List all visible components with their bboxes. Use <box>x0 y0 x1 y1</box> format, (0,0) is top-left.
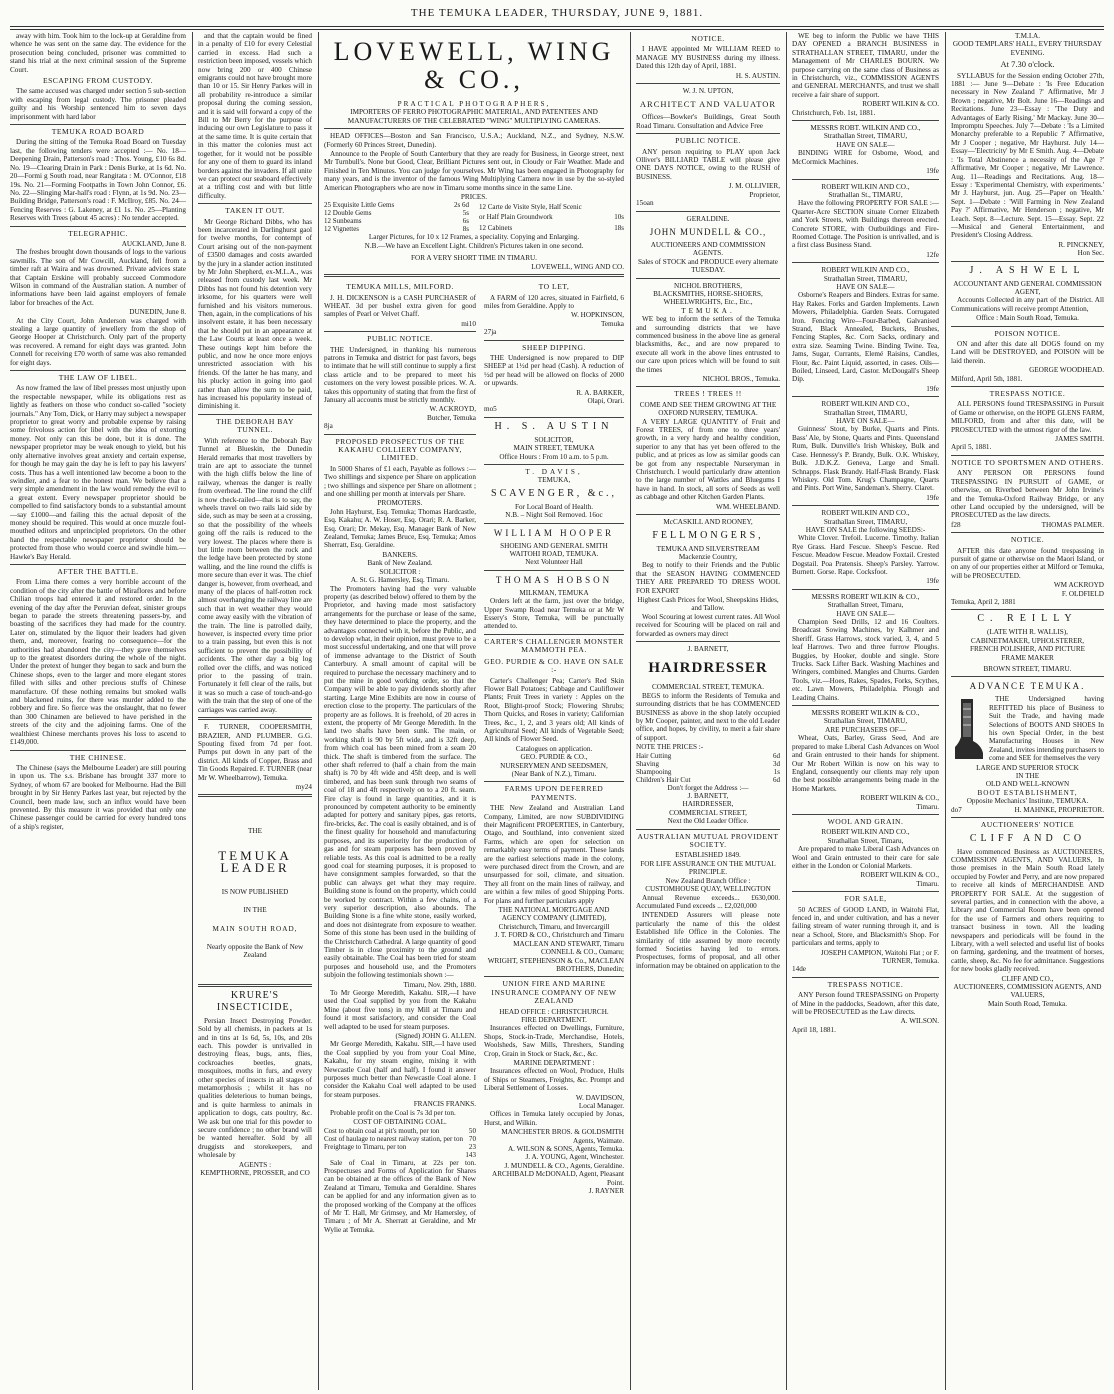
table-cell: 3 <box>472 1142 476 1151</box>
article-text: During the sitting of the Temuka Road Board on Tuesday last, the following tenders were accepted :— No. 18—Deepening Drain, Patterson's road : Thos. Young, £10 6s 8d. No. 19—Clearing Drain in Park : Denis Burke, at 1s 6d. No. 20—Formi g South road, near Rangitata : M. O'Connor, £18 19s. No. 21—Forming Footpaths in Town John Connor, £6. No. 22—Slinging Mar-hall's road : Flynn, at 1s 9d. No. 23—Building Bridge, Patterson's road : F. McIlroy, £85. No. 24—Fencing Reserves : G. Lakeney, at £1 1s. No. 25—Planting Reserves with Trees (about 45 acres) : No tender accepted. <box>10 138 186 223</box>
table-row <box>479 212 624 223</box>
section-heading: THE LAW OF LIBEL. <box>58 373 138 383</box>
section-heading: TAKEN IT OUT. <box>225 206 285 216</box>
list-item: J. A. YOUNG, Agent, Winchester. <box>525 1153 624 1162</box>
price-table <box>324 201 624 233</box>
table-row <box>636 752 780 760</box>
table-cell: 12 Sunbeams <box>324 217 362 226</box>
table-cell: 0 <box>472 1126 476 1135</box>
column-rule <box>318 32 319 1390</box>
article-text: The freshes brought down thousands of logs to the various sawmills. The son of Mr Cowcill, Auckland, fell from a timber raft at Waira and was drowned. Private advices state that Captain Erskine will probably succeed Commodore Wilson in command of the Australian station. A number of informations have been laid against employers of female labor for breaches of the Act. <box>10 248 186 307</box>
list-item: MACLEAN AND STEWART, Timaru <box>513 939 624 948</box>
article-text: The same accused was charged under section 5 sub-section with escaping from legal custody. The prisoner pleaded guilty and his Worship sentenced him to seven days imprisonment with hard labor <box>10 87 186 121</box>
column-rule <box>786 32 787 1390</box>
table-cell: Freightage to Timaru, per ton <box>324 1142 407 1151</box>
advert-text: J. H. DICKENSON is a CASH PURCHASER of WHEAT. 3d per bushel extra given for good samples of Pearl or Velvet Chaff. <box>324 293 476 319</box>
list-item: CONNELL & CO., Oamaru; <box>541 948 624 957</box>
section-heading: TEMUKA ROAD BOARD <box>51 127 145 137</box>
leader-title: TEMUKA LEADER <box>218 847 292 875</box>
table-cell: 12 Double Gems <box>324 209 372 218</box>
table-cell: 3 <box>472 1150 476 1159</box>
table-row <box>324 217 469 225</box>
table-cell: 5 <box>468 1126 473 1135</box>
dateline: AUCKLAND, June 8. <box>121 239 186 248</box>
table-cell: 3d <box>773 759 780 768</box>
dateline: DUNEDIN, June 8. <box>129 308 186 317</box>
table-row <box>636 760 780 768</box>
article-text: With reference to the Deborah Bay Tunnel at Blueskin, the Dunedin Herald remarks that most travellers by train are apt to associate the tunnel with the high cliffs below the line of railway, whereas the danger is really from overhead. The line round the cliff is now check-railed—that is to say, the wheels travel on two rails laid side by side, such as may be seen at a crossing, so that the possibility of the wheels going off the rails is reduced to the very lowest. The places where there is but little room between the rock and the ledge have been protected by stone walling, and the line round the cliffs is more secure than ever it was. The chief danger is, however, from overhead, and many of the places of half-rotten rock almost overhanging the railway line are such that in wet weather they would come away easily with the vibration of the train. The line is patrolled daily, however, is inspected every time prior to a train passing, but even this is not sufficient to prevent the possibility of accidents. The other day a big log rolled over the cliffs, and was noticed prior to the passing of train. Fortunately it fell clear of the rails, but it was so much a case of touch-and-go with the train that the step of one of the carriages was carried away. <box>198 436 312 714</box>
boot-illustration-icon <box>951 697 985 761</box>
table-cell: 6d <box>773 775 780 784</box>
section-heading: ESCAPING FROM CUSTODY. <box>42 76 154 86</box>
article-text: The Chinese (says the Melbourne Leader) are still pouring in upon us. The s.s. Brisbane has brought 337 more to Sydney, of whom 67 are booked for Melbourne. Had the Bill brought in by Sir Henry Parkes last year, but rejected by the Council, been made law, such an influx would have been prevented. By this measure it was provided that only one Chinese passenger could be carried for every hundred tons of a ship's register, <box>10 763 186 831</box>
advert-text: Persian Insect Destroying Powder. Sold by all chemists, in packets at 1s and in tins at 1s 6d, 5s, 10s, and 20s each. This powder is unrivalled in destroying fleas, bugs, ants, flies, cockroaches beetles, gnats, mosquitoes, moths in furs, and every other species of insects in all stages of metamorphosis ; whilst it has no qualities deleterious to human beings, and is quite harmless to animals in application to dogs, cats poultry, &c. We ask but one trial for this powder to secure confidence ; no other brand will be wanted hereafter. Sold by all druggists and storekeepers, and wholesale by <box>198 1016 312 1160</box>
advert-text: I HAVE appointed Mr WILLIAM REED to MANAGE MY BUSINESS during my illness. Dated this 12th day of April, 1881. <box>636 45 780 71</box>
masthead-rule <box>10 26 1104 30</box>
table-row <box>324 1143 476 1151</box>
table-row <box>324 1127 476 1135</box>
table-cell: 10s <box>614 213 624 222</box>
advert-text: Announce to the People of South Canterbury that they are ready for Business, in George street, next Mr Turnbull's. None but Good, Clear, Brilliant Pictures sent out, in Cloudy or Fair Weather. Made and Finished in Ten Minutes. You can judge for yourselves. Mr Wing has been engaged in Photography for many years, and is the inventor of the famous Wing Multiplying Camera now in use by the so-styled American Photographers who are now in Timaru some months since in the same Line. <box>324 150 624 192</box>
article-text: As now framed the law of libel presses most unjustly upon the respectable newspaper, while its obligations rest as lightly as feathers on those who conduct so-called "society journals." Any Tom, Dick, or Harry may subject a newspaper proprietor to great worry and probable expense by raising some frivolous action for libel with the idea of extorting money. Not only can this be done, but it is done. The newspaper proprietor may be weak enough to yield, but his only alternative involves great anxiety and certain expense, for though he may gain the day he is left to pay his lawyers' costs. Thus has a well intentioned law become a boon to the swindler, and a fear to the honest man. We believe that a very simple amendment in the law would remedy the evil to a great extent. Every newspaper proprietor should be compelled to find satisfactory bonds to a substantial amount —say £1000—and failing this the actual deposit of the money should be required. This would at once muzzle foul-mouthed editors and unprincipled proprietors. On the other hand the respectable newspaper proprietor should be protected from those who would coerce and swindle him.—Hawke's Bay Herald. <box>10 384 186 561</box>
column-5: WE beg to inform the Public we have THIS DAY OPENED a BRANCH BUSINESS in STRATHALLAN STREET, TIMARU, under the Management of Mr CHARLES BOURN. We purpose carrying on the same class of Business as in Christchurch, viz., COMMISSION AGENTS and GENERAL MERCHANTS, and trust we shall receive a fair share of support. ROBERT WILKIN & CO. Christchurch, Feb. 1st, 1881. MESSRS ROBT. WILKIN AND CO., Strathallan Street, TIMARU, HAVE ON SALE— BINDING WIRE for Osborne, Wood, and McCormick Machines. 19fe ROBERT WILKIN AND CO., Strathallan St., TIMARU, Have the following PROPERTY FOR SALE :— Quarter-Acre SECTION situate Corner Elizabeth and York Streets, with Buildings thereon erected. Concrete STORE, with Outbuildings and Fire-Roomed Cottage. The Position is unrivalled, and is a first class Business Stand. 12fe ROBERT WILKIN AND CO., Strathallan Street, TIMARU, HAVE ON SALE— Osborne's Reapers and Binders. Extras for same. Hay Rakes. Forks and Garden Implements. Lawn Mowers, Philadelphia. Garden Seats. Corrugated Iron. Fencing Wire—Four-Barbed, Galvanised Strand, Black Annealed, Buckets, Brushes, Fencing Staples, &c. Corn Sacks, ordinary and extra size. Seaming Twine. Binding Twine. Tea, Jams, Sugar, Currants, Elemé Raisins, Candles, Flour, &c. Paint Liquid, assorted, in cases. Oils—Boiled, Linseed, Lard, Castor. McDougall's Sheep Dip. 19fe ROBERT WILKIN AND CO., Strathallan Street, TIMARU, HAVE ON SALE— Guinness' Stout, by Burke, Quarts and Pints. Bass' Ale, by Stone, Quarts and Pints. Queensland Rum, Bulk. Dunville's Irish Whiskey, Bulk and Case. Hennessy's P. Brandy, Bulk. O.K. Whiskey, Bulk. J.D.K.Z. Geneva, Large and Small. Schnapps. Flask Brandy. Half-Flask Brandy. Flask Whiskey. Old Tom. Krug's Champagne, Quarts and Pints. Port Wine, Sandeman's. Sherry. Claret. 19fe ROBERT WILKIN AND CO., Strathallan Street, TIMARU, HAVE ON SALE the following SEEDS:- White Clover. Trefoil. Lucerne. Timothy. Italian Rye Grass. Hard Fescue. Sheep's Fescue. Red Fescue. Meadow Fescue. Meadow Foxtail. Crested Dogstail. Poa Pratensis. Sheep's Parsley. Yarrow. Burnett. Gorse. Rape. Cocksfoot. 19fe MESSRS ROBERT WILKIN & CO., Strathallan Street, Timaru, HAVE ON SALE— Champion Seed Drills, 12 and 16 Coulters. Broadcast Sowing Machines, by Kalhmer and Sheriff. Grass Harrows, stock varied, 3, 4, and 5 leaf Harrows. Two and three furrow Ploughs. Buggies, by Hooker, double and single. Store Trucks. Sack Lifter Back. Washing Machines and Wringers, combined. Mangles and Churns. Garden Tools, viz.—Hoes, Rakes, Spades, Forks, Scythes, etc. Lawn Mowers, Philadelphia. Plough and Leading Chains. MESSRS ROBERT WILKIN & CO., Strathallan Street, TIMARU, ARE PURCHASERS OF— Wheat, Oats, Barley, Grass Seed, And are prepared to make Liberal Cash Advances on Wool and Grain entrusted to their hands for shipment. Our Mr Robert Wilkin is now on his way to England, consequently our clients may rely upon the best possible arrangements being made in the Home Markets. ROBERT WILKIN & CO., Timaru. WOOL AND GRAIN. ROBERT WILKIN AND CO., Strathallan Street, Timaru, Are prepared to make Liberal Cash Advances on Wool and Grain entrusted to their care for sale either in the London or Colonial Markets. ROBERT WILKIN & CO., Timaru. FOR SALE, 50 ACRES of GOOD LAND, in Waitohi Flat, fenced in, and under cultivation, and has a never failing stream of water running through it, and is near a School, Store, and Blacksmith's Shop. For particulars and terms, apply to JOSEPH CAMPION, Waitohi Flat ; or F. TURNER, Temuka. 14de TRESPASS NOTICE. ANY Person found TRESPASSING on Property of Mine in the paddocks, Seadown, after this date, will be PROSECUTED as the Law directs. A. WILSON. April 18, 1881. <box>792 32 939 1034</box>
price-list <box>636 752 780 784</box>
column-rule <box>192 32 193 1390</box>
list-item: WRIGHT, STEPHENSON & Co., MACLEAN BROTHERS, Dunedin; <box>487 956 624 973</box>
agent-list <box>484 1128 624 1187</box>
column-4: NOTICE. I HAVE appointed Mr WILLIAM REED to MANAGE MY BUSINESS during my illness. Dated this 12th day of April, 1881. H. S. AUSTIN. W. J. N. UPTON, ARCHITECT AND VALUATOR Offices—Bowker's Buildings, Great South Road Timaru. Consultation and Advice Free PUBLIC NOTICE. ANY person requiring to PLAY upon Jack Olliver's BILLIARD TABLE will please give ONE DAYS NOTICE, owing to the RUSH of BUSINESS. J. M. OLLIVIER, Proprietor, 15oan GERALDINE. JOHN MUNDELL & CO., AUCTIONEERS AND COMMISSION AGENTS. Sales of STOCK and PRODUCE every alternate TUESDAY. NICHOL BROTHERS, BLACKSMITHS, HORSE-SHOERS, WHEELWRIGHTS, Etc., Etc., TEMUKA. WE beg to inform the settlers of the Temuka and surrounding districts that we have commenced business in the above line as general blacksmiths, &c., and are now prepared to execute all work in the above lines entrusted to our care upon prices which will be found to suit the times NICHOL BROS., Temuka. TREES ! TREES !! COME AND SEE THEM GROWING AT THE OXFORD NURSERY, TEMUKA. A VERY LARGE QUANTITY of Fruit and Forest TREES, of from one to three years' growth, in a very hardy and healthy condition, superior to any that has yet been offered to the public, and at prices as low as similar goods can be got from any respectable Nurseryman in Christchurch. I would particularly draw attention to the large number of Wattles and Bluegums I have in hand. In stock, all sorts of Seeds as well as cabbage and other Kitchen Garden Plants. WM. WHEELBAND. McCASKILL AND ROONEY, FELLMONGERS, TEMUKA AND SILVERSTREAM Mackenzie Country, Beg to notify to their Friends and the Public that the SEASON HAVING COMMENCED THEY ARE PREPARED TO DRESS WOOL FOR EXPORT Highest Cash Prices for Wool, Sheepskins Hides, and Tallow. Wool Scouring at lowest current rates. All Wool received for Scouring will be placed on rail and forwarded as owners may direct J. BARNETT, HAIRDRESSER COMMERCIAL STREET, TEMUKA. BEGS to inform the Residents of Temuka and surrounding districts that he has COMMENCED BUSINESS as above in the shop lately occupied by Mr Cooper, painter, and next to the old Leader office, and hopes, by civility, to merit a fair share of support. NOTE THE PRICES :- Hair Cutting 6d Shaving 3d Shampooing 1s Children's Hair Cut 6d Don't forget the Address :— J. BARNETT, HAIRDRESSER, COMMERCIAL STREET, Next the Old Leader Office. AUSTRALIAN MUTUAL PROVIDENT SOCIETY. ESTABLISHED 1849. FOR LIFE ASSURANCE ON THE MUTUAL PRINCIPLE. New Zealand Branch Office : CUSTOMHOUSE QUAY, WELLINGTON Annual Revenue exceeds... £630,000. Accumulated Fund exceeds ... £2,020,000 INTENDED Assurers will please note particularly the name of this the oldest Established life Office in the Colonies. The similarity of title assumed by more recently formed Societies having led to errors. Prospectuses, forms of proposal, and all other information may be obtained on application to the <box>636 34 780 970</box>
table-row <box>479 223 624 234</box>
column-3: LOVEWELL, WING & CO., PRACTICAL PHOTOGRAPHERS, IMPORTERS OF FERRO PHOTOGRAPHIC MATERIAL, AND PATENTEES AND MANUFACTURERS OF THE CELEBRATED "WING" MULTIPLYING CAMERAS. HEAD OFFICES—Boston and San Francisco, U.S.A.; Auckland, N.Z., and Sydney, N.S.W. (Formerly 60 Princes Street, Dunedin). Announce to the People of South Canterbury that they are ready for Business, in George street, next Mr Turnbull's. None but Good, Clear, Brilliant Pictures sent out, in Cloudy or Fair Weather. Made and Finished in Ten Minutes. You can judge for yourselves. Mr Wing has been engaged in Photography for many years, and is the inventor of the famous Wing Multiplying Camera now in use by the so-styled American Photographers who are now in Timaru some months since in the same Line. PRICES. 25 Exquisite Little Gems 2s 6d 12 Double Gems 5s 12 Sunbeams 6s 12 Vignettes 8s 12 Carte de Visite Style, Half Scenic or Half Plain Groundwork 10s 12 Cabinets 18s Larger Pictures, for 10 x 12 Frames, a speciality. Copying and Enlarging. N.B.—We have an Excellent Light. Children's Pictures taken in one second. FOR A VERY SHORT TIME IN TIMARU. LOVEWELL, WING AND CO. TEMUKA MILLS, MILFORD. J. H. DICKENSON is a CASH PURCHASER of WHEAT. 3d per bushel extra given for good samples of Pearl or Velvet Chaff. mi10 PUBLIC NOTICE. THE Undersigned, in thanking his numerous patrons in Temuka and district for past favors, begs to intimate that he will still continue to supply a first class article and to be prepared to meet his customers on the very lowest possible prices. W. A. takes this opportunity of stating that from the first of January all accounts must be strictly monthly. W. ACKROYD, Butcher, Temuka 8ja PROPOSED PROSPECTUS OF THE KAKAHU COLLIERY COMPANY, LIMITED. In 5000 Shares of £1 each, Payable as follows :—Two shillings and sixpence per Share on application ; two shillings and sixpence per Share on allotment ; and one shilling per month at intervals per Share. PROMOTERS. John Hayhurst, Esq. Temuka; Thomas Hardcastle, Esq. Kakahu; A. W. Hoser, Esq. Orari; R. A. Barker, Esq. Orari; Dr. Mekay, Esq. Manager Bank of New Zealand, Temuka; James Bruce, Esq. Temuka; Amos Sherratt, Esq. Geraldine. BANKERS. Bank of New Zealand. SOLICITOR : A. St. G. Hamersley, Esq. Timaru. The Promoters having had the very valuable property (as described below) offered to them by the Proprietor, and having made most satisfactory arrangements for the purchase or lease of the same, they have determined to place the property, and the advantages connected with it, before the Public, and to develop what, in their opinion, must prove to be a most successful undertaking, and one that will prove of immense advantage to the District of South Canterbury. A small amount of capital will be required to purchase the necessary machinery and to put the mine in good working order, so that the Company will be able to pay dividends shortly after starting. Large Mine Exhibits are now in course of erection close to the property. The particulars of the property are as follows. It is freehold, of 20 acres in extent, the property of Mr George Meredith. In the land two shafts have been sunk. The main, or working shaft is 90 by 5ft wide, and is 32ft deep, from which coal has been mined from a seam 20 thick. The shaft is timbered from the surface. The other shaft referred to (half a chain from the main shaft) is 70 by 4ft wide and 45ft deep, and is well timbered, and has been sunk through two seams of coal of 18 and 4ft respectively on to a 20 ft. seam. Fire clay is found in large quantities, and it is pronounced by competent authority to be eminently adapted for pottery and sanitary pipes, gas retorts, fire-bricks, &c. The coal is easily obtained, and is of the finest quality for household and manufacturing purposes, and its superiority for the production of gas and for steam purposes has been proved by reliable tests. As this coal is admitted to be a really good coal for steaming purposes, it is proposed to have consignment samples forwarded, so that the public can always get what they may require. Building stone is found on the property, which could be worked by contract. Within a few chains, of a very superior description, also abounds. The Building Stone is a fine white stone, easily worked, and does not disintegrate from exposure to weather. Some of this stone has been used in the building of the Christchurch Cathedral. A large quantity of good Timber is in close proximity to the ground and easily obtainable. The Coal has been tried for steam purposes and household use, and the Promoters subjoin the following testimonials shown :— Timaru, Nov. 29th, 1880. To Mr George Meredith, Kakahu. SIR,—I have used the Coal supplied by you from the Kakahu Mine (about five tons) in my Mill at Timaru and found it most satisfactory, and consider the Coal well adapted to be used for steam purposes. (Signed) JOHN G. ALLEN. Mr George Meredith, Kakahu. SIR,—I have used the Coal supplied by you from your Coal Mine, Kakahu, for my steam engine, mixing it with Newcastle Coal (half and half). I found it answer purposes much better than Newcastle Coal alone. I consider the Kakahu Coal well adapted to be used for steam purposes. FRANCIS FRANKS. Probable profit on the Coal is 7s 3d per ton. COST OF OBTAINING COAL. Cost to obtain coal at pit's mouth, per ton 5 0 Cost of haulage to nearest railway station, per ton 7 0 Freightage to Timaru, per ton 2 3 14 3 Sale of Coal in Timaru, at 22s per ton. Prospectuses and Forms of Application for Shares can be obtained at the offices of the Bank of New Zealand at Timaru, Temuka and Geraldine. Shares can be applied for and any information given as to the proposed working of the Company at the offices of Mr T. Hall, Mr Grimsey, and Mr Hamersley, of Timaru ; of Mr A. Sherratt at Geraldine, and Mr Wylie at Temuka. TO LET, A FARM of 120 acres, situated in Fairfield, 6 miles from Geraldine. Apply to W. HOPKINSON, Temuka 27ja SHEEP DIPPING. THE Undersigned is now prepared to DIP SHEEP at 1½d per head (Cash). A reduction of ½d per head will be allowed on flocks of 2000 or upwards. R. A. BARKER, Olapi, Orari. mo5 H. S. AUSTIN SOLICITOR, MAIN STREET, TEMUKA Office Hours : From 10 a.m. to 5 p.m. T. DAVIS, TEMUKA, SCAVENGER, &c., For Local Board of Health. N.B. – Night Soil Removed. 16oc WILLIAM HOOPER SHOEING AND GENERAL SMITH WAITOHI ROAD, TEMUKA. Next Volunteer Hall THOMAS HOBSON MILKMAN, TEMUKA Orders left at the farm, just over the bridge, Upper Swamp Road near Temuka or at Mr W Essery's Store, Temuka, will be punctually attended to. CARTER'S CHALLENGER MONSTER MAMMOTH PEA. GEO. PURDIE & CO. HAVE ON SALE :- Carter's Challenger Pea; Carter's Red Skin Flower Ball Potatoes; Cabbage and Cauliflower Plants; Fruit Trees in variety : Apples on the Root, Blight-proof Stock; Flowering Shrubs; Thorn Quicks, and Roses in variety; Californian Trees, &c., 1, 2, and 3 years old; All kinds of Agricultural Seed; All kinds of Vegetable Seed; All kinds of Flower Seed. Catalogues on application. GEO. PURDIE & CO., NURSERYMEN AND SEEDSMEN, (Near Bank of N.Z.), Timaru. FARMS UPON DEFERRED PAYMENTS. THE New Zealand and Australian Land Company, Limited, are now SUBDIVIDING their Magnificent PROPERTIES, in Canterbury, Otago, and Southland, into convenient sized Farms, which are open for selection on remarkably easy terms of payment. These lands are the earliest selections made in the colony, were purchased direct from the Crown, and are unsurpassed for soil, climate, and situation. They all front on the main lines of railway, and are within a few miles of good Shipping Ports. For plans and further particulars apply THE NATIONAL MORTGAGE AND AGENCY COMPANY (LIMITED), Christchurch, Timaru, and Invercargill J. T. FORD & CO., Christchurch and Timaru MACLEAN AND STEWART, Timaru CONNELL & CO., Oamaru; WRIGHT, STEPHENSON & Co., MACLEAN BROTHERS, Dunedin; UNION FIRE AND MARINE INSURANCE COMPANY OF NEW ZEALAND HEAD OFFICE : CHRISTCHURCH. FIRE DEPARTMENT. Insurances effected on Dwellings, Furniture, Shops, Stock-in-Trade, Merchandise, Hotels, Woolsheds, Saw Mills, Threshers, Standing Crop, Grain in Stock or Stack, &c., &c. MARINE DEPARTMENT : Insurances effected on Wool, Produce, Hulls of Ships or Steamers, Freights, &c. Prompt and Liberal Settlement of Losses. W. DAVIDSON, Local Manager. Offices in Temuka lately occupied by Jonas, Hurst, and Wilkin. MANCHESTER BROS. & GOLDSMITH Agents, Waimate. A. WILSON & SONS, Agents, Temuka. J. A. YOUNG, Agent, Winchester. J. MUNDELL & CO., Agents, Geraldine. ARCHIBALD McDONALD, Agent, Pleasant Point. J. RAYNER <box>324 37 624 1234</box>
advert-text: HEAD OFFICES—Boston and San Francisco, U.S.A.; Auckland, N.Z., and Sydney, N.S.W. (Formerly 60 Princes Street, Dunedin). <box>324 132 624 149</box>
sub-column-right: TO LET, A FARM of 120 acres, situated in Fairfield, 6 miles from Geraldine. Apply to W. HOPKINSON, Temuka 27ja SHEEP DIPPING. THE Undersigned is now prepared to DIP SHEEP at 1½d per head (Cash). A reduction of ½d per head will be allowed on flocks of 2000 or upwards. R. A. BARKER, Olapi, Orari. mo5 H. S. AUSTIN SOLICITOR, MAIN STREET, TEMUKA Office Hours : From 10 a.m. to 5 p.m. T. DAVIS, TEMUKA, SCAVENGER, &c., For Local Board of Health. N.B. – Night Soil Removed. 16oc WILLIAM HOOPER SHOEING AND GENERAL SMITH WAITOHI ROAD, TEMUKA. Next Volunteer Hall THOMAS HOBSON MILKMAN, TEMUKA Orders left at the farm, just over the bridge, Upper Swamp Road near Temuka or at Mr W Essery's Store, Temuka, will be punctually attended to. CARTER'S CHALLENGER MONSTER MAMMOTH PEA. GEO. PURDIE & CO. HAVE ON SALE :- Carter's Challenger Pea; Carter's Red Skin Flower Ball Potatoes; Cabbage and Cauliflower Plants; Fruit Trees in variety : Apples on the Root, Blight-proof Stock; Flowering Shrubs; Thorn Quicks, and Roses in variety; Californian Trees, &c., 1, 2, and 3 years old; All kinds of Agricultural Seed; All kinds of Vegetable Seed; All kinds of Flower Seed. Catalogues on application. GEO. PURDIE & CO., NURSERYMEN AND SEEDSMEN, (Near Bank of N.Z.), Timaru. FARMS UPON DEFERRED PAYMENTS. THE New Zealand and Australian Land Company, Limited, are now SUBDIVIDING their Magnificent PROPERTIES, in Canterbury, Otago, and Southland, into convenient sized Farms, which are open for selection on remarkably easy terms of payment. These lands are the earliest selections made in the colony, were purchased direct from the Crown, and are unsurpassed for soil, climate, and situation. They all front on the main lines of railway, and are within a few miles of good Shipping Ports. For plans and further particulars apply THE NATIONAL MORTGAGE AND AGENCY COMPANY (LIMITED), Christchurch, Timaru, and Invercargill J. T. FORD & CO., Christchurch and Timaru MACLEAN AND STEWART, Timaru CONNELL & CO., Oamaru; WRIGHT, STEPHENSON & Co., MACLEAN BROTHERS, Dunedin; UNION FIRE AND MARINE INSURANCE COMPANY OF NEW ZEALAND HEAD OFFICE : CHRISTCHURCH. FIRE DEPARTMENT. Insurances effected on Dwellings, Furniture, Shops, Stock-in-Trade, Merchandise, Hotels, Woolsheds, Saw Mills, Threshers, Standing Crop, Grain in Stock or Stack, &c., &c. MARINE DEPARTMENT : Insurances effected on Wool, Produce, Hulls of Ships or Steamers, Freights, &c. Prompt and Liberal Settlement of Losses. W. DAVIDSON, Local Manager. Offices in Temuka lately occupied by Jonas, Hurst, and Wilkin. MANCHESTER BROS. & GOLDSMITH Agents, Waimate. A. WILSON & SONS, Agents, Temuka. J. A. YOUNG, Agent, Winchester. J. MUNDELL & CO., Agents, Geraldine. ARCHIBALD McDONALD, Agent, Pleasant Point. J. RAYNER <box>484 282 624 1196</box>
table-cell: 2 <box>468 1142 473 1151</box>
table-cell: 5s <box>462 209 469 218</box>
column-2: and that the captain would be fined in a penalty of £10 for every Celestial carried in excess. Had such a restriction been imposed, vessels which now bring 200 or 400 Chinese emigrants could not have brought more than 10 or 15. Sir Henry Parkes will in all probability re-introduce a similar proposal during the coming session, and it is said will forward a copy of the Bill to Mr Berry for the purpose of inducing our own Legislature to pass it at the same time. It is quite certain that in this matter the colonies must act together, for it would not be possible for any one of them to guard its inland borders against the invaders. If all unite we can protect our seaboard effectively at a trifling cost and with but little difficulty. TAKEN IT OUT. Mr George Richard Dibbs, who has been incarcerated in Darlinghurst gaol for twelve months, for contempt of Court arising out of the non-payment of £3500 damages and costs awarded by the jury in a slander action instituted by Mr John Shepherd, ex-M.L.A., was released from custody last week. Mr Dibbs has not found his detention very irksome, for his quarters were well furnished and his visitors numerous. Then, again, in the complications of his insolvent estate, it has been necessary that he should put in an appearance at the Law Courts at least once a week. These outings kept him before the public, and now he once more enjoys unrestricted association with his friends. Of the latter he has many, and his plucky action in going into gaol rather than allow the sum to be paid, has increased his popularity instead of diminishing it. THE DEBORAH BAY TUNNEL. With reference to the Deborah Bay Tunnel at Blueskin, the Dunedin Herald remarks that most travellers by train are apt to associate the tunnel with the high cliffs below the line of railway, whereas the danger is really from overhead. The line round the cliff is now check-railed—that is to say, the wheels travel on two rails laid side by side, such as may be seen at a crossing, so that the possibility of the wheels going off the rails is reduced to the very lowest. The places where there is but little room between the rock and the ledge have been protected by stone walling, and the line round the cliffs is more secure than ever it was. The chief danger is, however, from overhead, and many of the places of half-rotten rock almost overhanging the railway line are such that in wet weather they would come away easily with the vibration of the train. The line is patrolled daily, however, is inspected every time prior to a train passing, but even this is not sufficient to prevent the possibility of accidents. The other day a big log rolled over the cliffs, and was noticed prior to the passing of train. Fortunately it fell clear of the rails, but it was so much a case of touch-and-go with the train that the step of one of the carriages was carried away. F. TURNER, COOPERSMITH, BRAZIER, AND PLUMBER. G.G. Spouting fixed from 7d per foot. Pumps put down in any part of the district. All kinds of Copper, Brass and Tin Goods Repaired. F. TURNER (near Mr W. Wheelbarrow), Temuka. my24 THE TEMUKA LEADER IS NOW PUBLISHED IN THE MAIN SOUTH ROAD, Nearly opposite the Bank of New Zealand KRURE'S INSECTICIDE, Persian Insect Destroying Powder. Sold by all chemists, in packets at 1s and in tins at 1s 6d, 5s, 10s, and 20s each. This powder is unrivalled in destroying fleas, bugs, ants, flies, cockroaches beetles, gnats, mosquitoes, moths in furs, and every other species of insects in all stages of metamorphosis ; whilst it has no qualities deleterious to human beings, and is quite harmless to animals in application to dogs, cats poultry, &c. We ask but one trial for this powder to secure confidence ; no other brand will be wanted hereafter. Sold by all druggists and storekeepers, and wholesale by AGENTS : KEMPTHORNE, PROSSER, and CO <box>198 32 312 1178</box>
column-6: T.M.I.A. GOOD TEMPLARS' HALL, EVERY THURSDAY EVENING. At 7.30 o'clock. SYLLABUS for the Session ending October 27th, 1881 :— June 9—Debate : 'Is Free Education necessary in New Zealand ?' Affirmative, Mr J Brown ; negative, Mr Bolt. June 16—Readings and Recitations. June 23—Essay : 'The Duty and Advantages of Early Rising.' Mr Mackay. June 30—Impromptu Speeches. July 7—Debate : 'Is a Limited Monarchy preferable to a Republic ?' Affirmative, Mr J Cooper ; negative, Mr Hayhurst. July 14—Essay—'Electricity' by Mr E Smith. Aug. 4—Debate : 'Is Total Abstinence a necessity of the Age ?' Affirmative, Mr Cooper ; negative, Mr Lawrence. Aug. 11—Readings and Recitations. Aug. 18—Essay : 'Experimental Chemistry, with experiments.' Mr J. Hayhurst, jun. Aug. 25—Paper on 'Health.' Sept. 1—Debate : 'Will Farming in New Zealand Pay ?' Affirmative, Mr Henderson ; negative, Mr Leach. Sept. 8—Lecture. Sept. 15—Essay. Sept. 22—Musical and General Entertainment, and President's Closing Address. R. PINCKNEY, Hon Sec. J. ASHWELL ACCOUNTANT AND GENERAL COMMISSION AGENT, Accounts Collected in any part of the District. All Communications will receive prompt Attention, Office : Main South Road, Temuka. POISON NOTICE. ON and after this date all DOGS found on my Land will be DESTROYED, and POISON will be laid therein. GEORGE WOODHEAD. Milford, April 5th, 1881. TRESPASS NOTICE. ALL PERSONS found TRESPASSING in Pursuit of Game or otherwise, on the HOPE GLENS FARM, MILFORD, from and after this date, will be PROSECUTED with the utmost rigor of the law. JAMES SMITH. April 5, 1881. NOTICE TO SPORTSMEN AND OTHERS. ANY PERSON OR PERSONS found TRESPASSING IN PURSUIT of GAME, or otherwise, on Riverbed between Mr John Irvine's and the Temuka-Oxford Railway Bridge, or any other Land occupied by the undersigned, will be PROSECUTED as the law directs. f28 THOMAS PALMER. NOTICE. AFTER this date anyone found trespassing in pursuit of game or otherwise on the Maori Island, or on any of our properties either at Milford or Temuka, will be PROSECUTED. WM ACKROYD F. OLDFIELD Temuka, April 2, 1881 C. REILLY (LATE WITH R. WALLIS), CABINETMAKER, UPHOLSTERER, FRENCH POLISHER, AND PICTURE FRAME MAKER BROWN STREET, TIMARU. ADVANCE TEMUKA. THE Undersigned having REFITTED his place of Business to Suit the Trade, and having made Selections of BOOTS AND SHOES In his own Special Order, in the best Manufacturing Houses in New Zealand, invites intending purchasers to come and SEE for themselves the very LARGE AND SUPERIOR STOCK IN THE OLD AND WELL-KNOWN BOOT ESTABLISHMENT, Opposite Mechanics' Institute, TEMUKA. do7 H. MAHNKE, PROPRIETOR. AUCTIONEERS' NOTICE CLIFF AND CO Have commenced Business as AUCTIONEERS, COMMISSION AGENTS, AND VALUERS, In those premises in the Main South Road lately occupied by Fowler and Perry, and are now prepared to receive all kinds of MERCHANDISE AND PROPERTY FOR SALE. At the suggestion of several parties, and in connection with the above, a Library and Commercial Room have been opened for the use of Farmers and others requiring to transact business in town. All the leading newspapers and periodicals will be found in the Library, with a well selected and useful list of books on farming, gardening, and the treatment of horses, cattle, sheep, &c. No fee for admittance. Suggestions for new books gladly received. CLIFF AND CO., AUCTIONEERS, COMMISSION AGENTS, AND VALUERS, Main South Road, Temuka. <box>951 32 1104 1008</box>
cost-table <box>324 1127 476 1159</box>
table-cell: 2s 6d <box>454 201 469 210</box>
list-item: MANCHESTER BROS. & GOLDSMITH Agents, Waimate. <box>501 1128 624 1145</box>
list-item: A. WILSON & SONS, Agents, Temuka. <box>507 1145 624 1154</box>
column-1 <box>10 32 186 1392</box>
section-heading: AFTER THE BATTLE. <box>57 566 139 576</box>
table-cell: 14 <box>465 1150 473 1159</box>
table-cell: Hair Cutting <box>636 751 672 760</box>
table-cell: 12 Cabinets <box>479 224 513 233</box>
table-row <box>479 201 624 212</box>
table-cell: Children's Hair Cut <box>636 775 691 784</box>
table-row <box>324 1151 476 1159</box>
table-row <box>324 209 469 217</box>
advert-text: THE Undersigned, in thanking his numerous patrons in Temuka and district for past favors, begs to intimate that he will still continue to supply a first class article and to be prepared to meet his customers on the very lowest possible prices. W. A. takes this opportunity of stating that from the first of January all accounts must be strictly monthly. <box>324 345 476 404</box>
column-rule <box>945 32 946 1390</box>
table-row <box>636 768 780 776</box>
table-row <box>324 225 469 233</box>
section-heading: TELEGRAPHIC. <box>68 228 128 238</box>
article-text: and that the captain would be fined in a penalty of £10 for every Celestial carried in excess. Had such a restriction been imposed, vessels which now bring 200 or 400 Chinese emigrants could not have brought more than 10 or 15. Sir Henry Parkes will in all probability re-introduce a similar proposal during the coming session, and it is said will forward a copy of the Bill to Mr Berry for the purpose of inducing our own Legislature to pass it at the same time. It is quite certain that in this matter the colonies must act together, for it would not be possible for any one of them to guard its inland borders against the invaders. If all unite we can protect our seaboard effectively at a trifling cost and with but little difficulty. <box>198 32 312 200</box>
list-item: J. T. FORD & CO., Christchurch and Timaru <box>494 931 624 940</box>
table-row <box>324 201 469 209</box>
table-cell: 12 Vignettes <box>324 225 360 234</box>
table-cell: 6s <box>462 217 469 226</box>
article-text: From Lima there comes a very horrible account of the condition of the city after the battle of Miraflores and before Chilian troops had entered it and restored order. In the evening of the day after the Peruvian defeat, sinister groups began to parade the streets threatening passers-by, and boasting of the sacrifices they had made for the country. Later on, stimulated by the liquor their leaders had given them, and, moreover, fearing no consequence—for the authorities had abandoned the city—they gave themselves up to the greatest disorders during the whole of the night. Under the pretext of hunger they began to sack and burn the Chinese shops, even to the larger and more elegant stores filled with silks and other precious stuffs of Chinese manufacture. Of these nothing remains but smoked walls and blackened ruins, for there was murder added to the robbery and fire. So fierce was the onslaught, that no fewer than 300 Chinamen are believed to have perished in the streets of the city and the adjoining farms. One of the wealthiest Chinese merchants proves his loss to ascend to £149,000. <box>10 578 186 747</box>
advert-text: F. TURNER, COOPERSMITH, BRAZIER, AND PLUMBER. G.G. Spouting fixed from 7d per foot. Pumps put down in any part of the district. All kinds of Copper, Brass and Tin Goods Repaired. F. TURNER (near Mr W. Wheelbarrow), Temuka. <box>198 723 312 782</box>
article-text: away with him. Took him to the lock-up at Geraldine from whence he was sent on the same day. The evidence for the prosecution being concluded, prisoner was committed to stand his trial at the next criminal session of the Supreme Court. <box>10 32 186 74</box>
column-rule <box>630 32 631 1390</box>
list-item: J. MUNDELL & CO., Agents, Geraldine. <box>504 1161 624 1170</box>
table-cell: or Half Plain Groundwork <box>479 213 553 222</box>
section-heading: THE CHINESE. <box>69 752 127 762</box>
table-cell: Shaving <box>636 759 659 768</box>
table-cell: Shampooing <box>636 767 672 776</box>
agent-list <box>484 931 624 973</box>
table-cell: 18s <box>614 224 624 233</box>
advert-title: LOVEWELL, WING & CO., <box>333 37 615 94</box>
article-text: At the City Court, John Anderson was charged with stealing a large quantity of jewellery from the shop of George Hooper at Christchurch. Only part of the property was recovered. A remand for eight days was granted. John Connell for receiving £70 worth of same was also remanded for eight days. <box>10 316 186 367</box>
advert-heading: KRURE'S INSECTICIDE, <box>216 989 294 1013</box>
article-text: Mr George Richard Dibbs, who has been incarcerated in Darlinghurst gaol for twelve months, for contempt of Court arising out of the non-payment of £3500 damages and costs awarded by the jury in a slander action instituted by Mr John Shepherd, ex-M.L.A., was released from custody last week. Mr Dibbs has not found his detention very irksome, for his quarters were well furnished and his visitors numerous. Then, again, in the complications of his insolvent estate, it has been necessary that he should put in an appearance at the Law Courts at least once a week. These outings kept him before the public, and now he once more enjoys unrestricted association with his friends. Of the latter he has many, and his plucky action in going into gaol rather than allow the sum to be paid, has increased his popularity instead of diminishing it. <box>198 217 312 411</box>
table-cell: 7 <box>468 1134 473 1143</box>
table-cell <box>324 1151 465 1159</box>
table-cell: Cost of haulage to nearest railway station, per ton <box>324 1134 463 1143</box>
table-cell: 6d <box>773 751 780 760</box>
table-cell <box>611 201 624 212</box>
table-cell: 8s <box>462 225 469 234</box>
table-cell: Cost to obtain coal at pit's mouth, per ton <box>324 1126 440 1135</box>
table-cell: 12 Carte de Visite Style, Half Scenic <box>479 202 582 211</box>
section-heading: THE DEBORAH BAY TUNNEL. <box>215 416 295 435</box>
list-item: ARCHIBALD McDONALD, Agent, Pleasant Point. <box>492 1170 624 1187</box>
sub-column-left: TEMUKA MILLS, MILFORD. J. H. DICKENSON is a CASH PURCHASER of WHEAT. 3d per bushel extra given for good samples of Pearl or Velvet Chaff. mi10 PUBLIC NOTICE. THE Undersigned, in thanking his numerous patrons in Temuka and district for past favors, begs to intimate that he will still continue to supply a first class article and to be prepared to meet his customers on the very lowest possible prices. W. A. takes this opportunity of stating that from the first of January all accounts must be strictly monthly. W. ACKROYD, Butcher, Temuka 8ja PROPOSED PROSPECTUS OF THE KAKAHU COLLIERY COMPANY, LIMITED. In 5000 Shares of £1 each, Payable as follows :—Two shillings and sixpence per Share on application ; two shillings and sixpence per Share on allotment ; and one shilling per month at intervals per Share. PROMOTERS. John Hayhurst, Esq. Temuka; Thomas Hardcastle, Esq. Kakahu; A. W. Hoser, Esq. Orari; R. A. Barker, Esq. Orari; Dr. Mekay, Esq. Manager Bank of New Zealand, Temuka; James Bruce, Esq. Temuka; Amos Sherratt, Esq. Geraldine. BANKERS. Bank of New Zealand. SOLICITOR : A. St. G. Hamersley, Esq. Timaru. The Promoters having had the very valuable property (as described below) offered to them by the Proprietor, and having made most satisfactory arrangements for the purchase or lease of the same, they have determined to place the property, and the advantages connected with it, before the Public, and to develop what, in their opinion, must prove to be a most successful undertaking, and one that will prove of immense advantage to the District of South Canterbury. A small amount of capital will be required to purchase the necessary machinery and to put the mine in good working order, so that the Company will be able to pay dividends shortly after starting. Large Mine Exhibits are now in course of erection close to the property. The particulars of the property are as follows. It is freehold, of 20 acres in extent, the property of Mr George Meredith. In the land two shafts have been sunk. The main, or working shaft is 90 by 5ft wide, and is 32ft deep, from which coal has been mined from a seam 20 thick. The shaft is timbered from the surface. The other shaft referred to (half a chain from the main shaft) is 70 by 4ft wide and 45ft deep, and is well timbered, and has been sunk through two seams of coal of 18 and 4ft respectively on to a 20 ft. seam. Fire clay is found in large quantities, and it is pronounced by competent authority to be eminently adapted for pottery and sanitary pipes, gas retorts, fire-bricks, &c. The coal is easily obtained, and is of the finest quality for household and manufacturing purposes, and its superiority for the production of gas and for steam purposes has been proved by reliable tests. As this coal is admitted to be a really good coal for steaming purposes, it is proposed to have consignment samples forwarded, so that the public can always get what they may require. Building stone is found on the property, which could be worked by contract. Within a few chains, of a very superior description, also abounds. The Building Stone is a fine white stone, easily worked, and does not disintegrate from exposure to weather. Some of this stone has been used in the building of the Christchurch Cathedral. A large quantity of good Timber is in close proximity to the ground and easily obtainable. The Coal has been tried for steam purposes and household use, and the Promoters subjoin the following testimonials shown :— Timaru, Nov. 29th, 1880. To Mr George Meredith, Kakahu. SIR,—I have used the Coal supplied by you from the Kakahu Mine (about five tons) in my Mill at Timaru and found it most satisfactory, and consider the Coal well adapted to be used for steam purposes. (Signed) JOHN G. ALLEN. Mr George Meredith, Kakahu. SIR,—I have used the Coal supplied by you from your Coal Mine, Kakahu, for my steam engine, mixing it with Newcastle Coal (half and half). I found it answer purposes much better than Newcastle Coal alone. I consider the Kakahu Coal well adapted to be used for steam purposes. FRANCIS FRANKS. Probable profit on the Coal is 7s 3d per ton. COST OF OBTAINING COAL. Cost to obtain coal at pit's mouth, per ton 5 0 Cost of haulage to nearest railway station, per ton 7 0 Freightage to Timaru, per ton 2 3 14 3 Sale of Coal in Timaru, at 22s per ton. Prospectuses and Forms of Application for Shares can be obtained at the offices of the Bank of New Zealand at Timaru, Temuka and Geraldine. Shares can be applied for and any information given as to the proposed working of the Company at the offices of Mr T. Hall, Mr Grimsey, and Mr Hamersley, of Timaru ; of Mr A. Sherratt at Geraldine, and Mr Wylie at Temuka. <box>324 282 476 1234</box>
table-row <box>636 776 780 784</box>
page-masthead: THE TEMUKA LEADER, THURSDAY, JUNE 9, 1881. <box>410 7 704 19</box>
table-cell: 0 <box>472 1134 476 1143</box>
two-col-region <box>324 280 624 1235</box>
table-row <box>324 1135 476 1143</box>
table-cell: 25 Exquisite Little Gems <box>324 201 395 210</box>
table-cell: 1s <box>773 767 780 776</box>
